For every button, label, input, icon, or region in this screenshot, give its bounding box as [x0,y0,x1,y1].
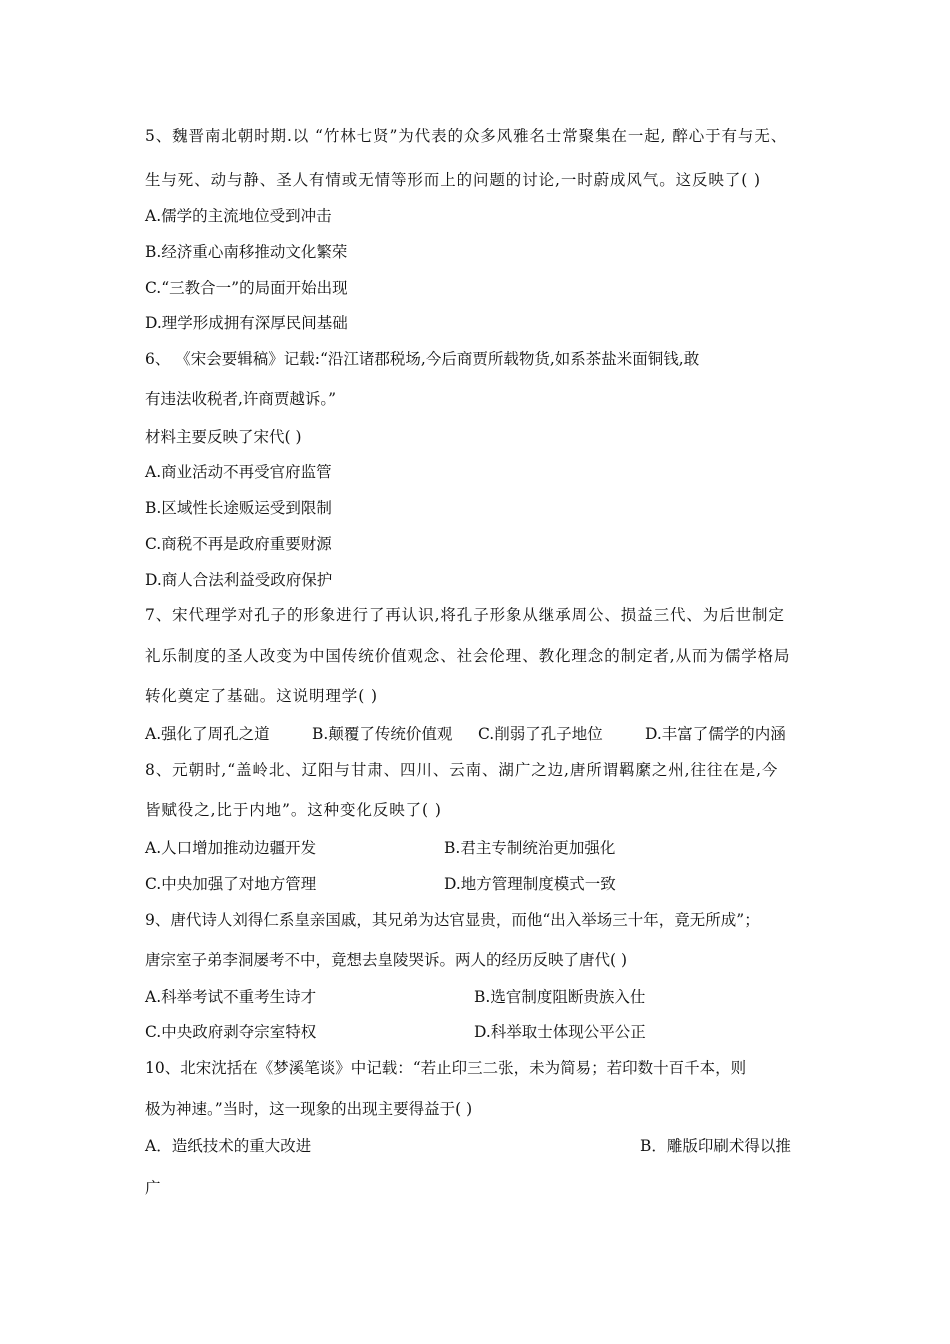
question-stem-line: 极为神速。”当时，这一现象的出现主要得益于( ) [145,1100,473,1118]
option-b: B.君主专制统治更加强化 [444,839,616,857]
option-b: B.选官制度阻断贵族入仕 [474,988,646,1006]
option-b: B.经济重心南移推动文化繁荣 [145,243,348,261]
option-c: C.削弱了孔子地位 [478,725,603,743]
question-stem-line: 6、 《宋会要辑稿》记载:“沿江诸郡税场,今后商贾所载物货,如系茶盐米面铜钱,敢 [145,350,700,368]
option-b-continued: 广 [145,1179,161,1197]
option-b: B.颠覆了传统价值观 [312,725,453,743]
option-d: D.商人合法利益受政府保护 [145,571,333,589]
option-b: B．雕版印刷术得以推 [640,1137,791,1155]
question-stem-line: 皆赋役之,比于内地”。这种变化反映了( ) [145,801,442,819]
question-stem-line: 唐宗室子弟李洞屡考不中，竟想去皇陵哭诉。两人的经历反映了唐代( ) [145,951,628,969]
option-d: D.理学形成拥有深厚民间基础 [145,314,348,332]
question-stem-line: 转化奠定了基础。这说明理学( ) [145,687,378,705]
option-c: C.商税不再是政府重要财源 [145,535,332,553]
option-b: B.区域性长途贩运受到限制 [145,499,332,517]
question-stem-line: 礼乐制度的圣人改变为中国传统价值观念、社会伦理、教化理念的制定者,从而为儒学格局 [145,647,791,665]
option-a: A．造纸技术的重大改进 [145,1137,312,1155]
option-c: C.“三教合一”的局面开始出现 [145,279,348,297]
option-c: C.中央加强了对地方管理 [145,875,317,893]
option-a: A.儒学的主流地位受到冲击 [145,207,332,225]
question-stem-line: 8、元朝时,“盖岭北、辽阳与甘肃、四川、云南、湖广之边,唐所谓羁縻之州,往往在是,今 [145,761,779,779]
question-stem-line: 材料主要反映了宋代( ) [145,428,302,446]
question-stem-line: 5、魏晋南北朝时期.以 “竹林七贤”为代表的众多风雅名士常聚集在一起, 醉心于有与无、 [145,127,788,145]
option-a: A.人口增加推动边疆开发 [145,839,317,857]
option-d: D.科举取士体现公平公正 [474,1023,646,1041]
question-stem-line: 生与死、动与静、圣人有情或无情等形而上的问题的讨论,一时蔚成风气。这反映了( ) [145,171,761,189]
option-a: A.科举考试不重考生诗才 [145,988,317,1006]
option-c: C.中央政府剥夺宗室特权 [145,1023,317,1041]
option-d: D.丰富了儒学的内涵 [645,725,786,743]
question-stem-line: 10、北宋沈括在《梦溪笔谈》中记载：“若止印三二张，未为简易；若印数十百千本，则 [145,1059,747,1077]
question-stem-line: 有违法收税者,许商贾越诉。” [145,390,337,408]
option-d: D.地方管理制度模式一致 [444,875,616,893]
question-stem-line: 7、宋代理学对孔子的形象进行了再认识,将孔子形象从继承周公、损益三代、为后世制定 [145,606,785,624]
option-a: A.商业活动不再受官府监管 [145,463,332,481]
option-a: A.强化了周孔之道 [145,725,270,743]
question-stem-line: 9、唐代诗人刘得仁系皇亲国戚，其兄弟为达官显贵，而他“出入举场三十年，竟无所成”； [145,911,760,929]
